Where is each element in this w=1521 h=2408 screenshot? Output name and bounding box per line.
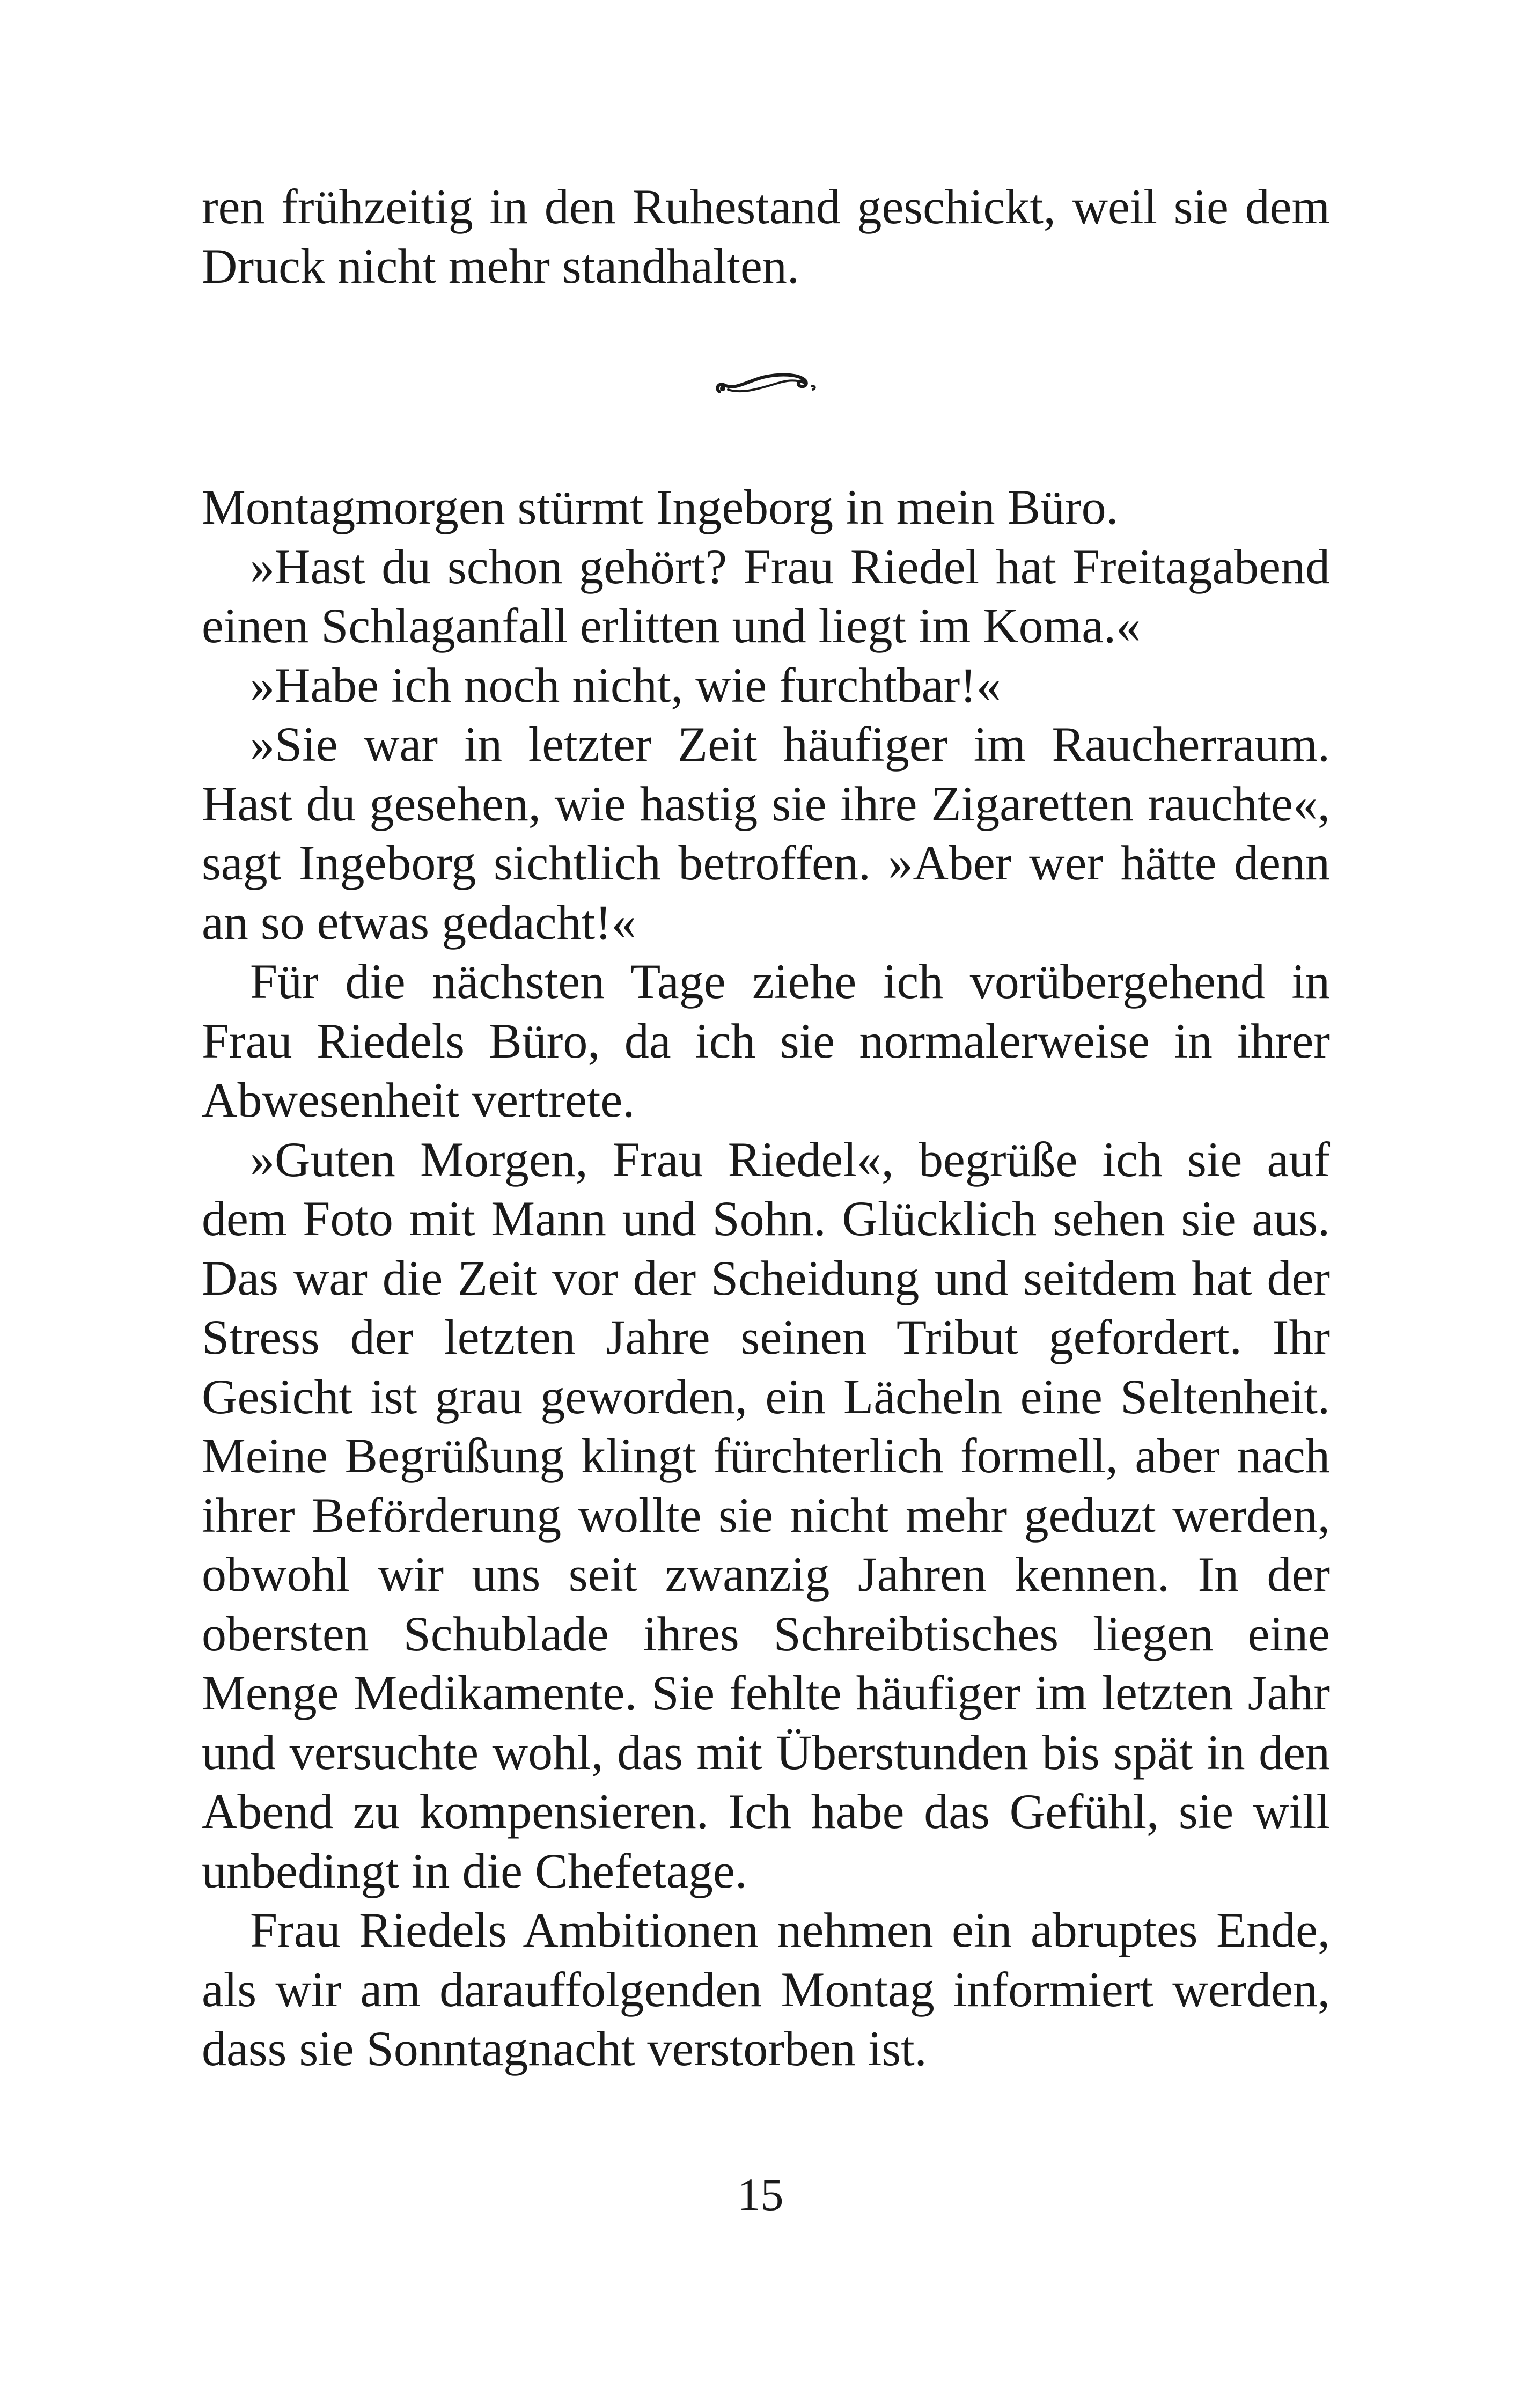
paragraph-5: Für die nächsten Tage ziehe ich vorübergehend in Frau Riedels Büro, da ich sie normalerweise in ihrer Abwesenheit vertrete. [202,954,1330,1127]
page-number: 15 [737,2169,784,2220]
paragraph-2: »Hast du schon gehört? Frau Riedel hat Freitagabend einen Schlaganfall erlitten und liegt im Koma.« [202,539,1330,653]
paragraph-3: »Habe ich noch nicht, wie furchtbar!« [250,657,1001,713]
continued-paragraph-block [202,177,1330,296]
paragraph-6: »Guten Morgen, Frau Riedel«, begrüße ich sie auf dem Foto mit Mann und Sohn. Glücklich sehen sie aus. Das war die Zeit vor der Scheidung und seitdem hat der Stress der letzten Jahre seinen Tribut gefordert. Ihr Gesicht ist grau geworden, ein Lächeln eine Seltenheit. Meine Begrüßung klingt fürchterlich formell, aber nach ihrer Beförderung wollte sie nicht mehr geduzt werden, obwohl wir uns seit zwanzig Jahren kennen. In der obersten Schublade ihres Schreibtisches liegen eine Menge Medikamente. Sie fehlte häufiger im letzten Jahr und versuchte wohl, das mit Überstunden bis spät in den Abend zu kompensieren. Ich habe das Gefühl, sie will unbedingt in die Chefetage. [202,1132,1330,1898]
paragraph-1: Montagmorgen stürmt Ingeborg in mein Büro. [202,480,1119,534]
flourish-ornament-icon [712,365,819,402]
continued-paragraph: ren frühzeitig in den Ruhestand geschickt, weil sie dem Druck nicht mehr standhalten. [202,179,1330,293]
main-text-block [202,478,1330,2079]
paragraph-4: »Sie war in letzter Zeit häufiger im Raucherraum. Hast du gesehen, wie hastig sie ihre Zigaretten rauchte«, sagt Ingeborg sichtlich betroffen. »Aber wer hätte denn an so etwas gedacht!« [202,717,1330,950]
paragraph-7: Frau Riedels Ambitionen nehmen ein abruptes Ende, als wir am darauffolgenden Montag informiert werden, dass sie Sonntagnacht verstorben ist. [202,1903,1330,2076]
